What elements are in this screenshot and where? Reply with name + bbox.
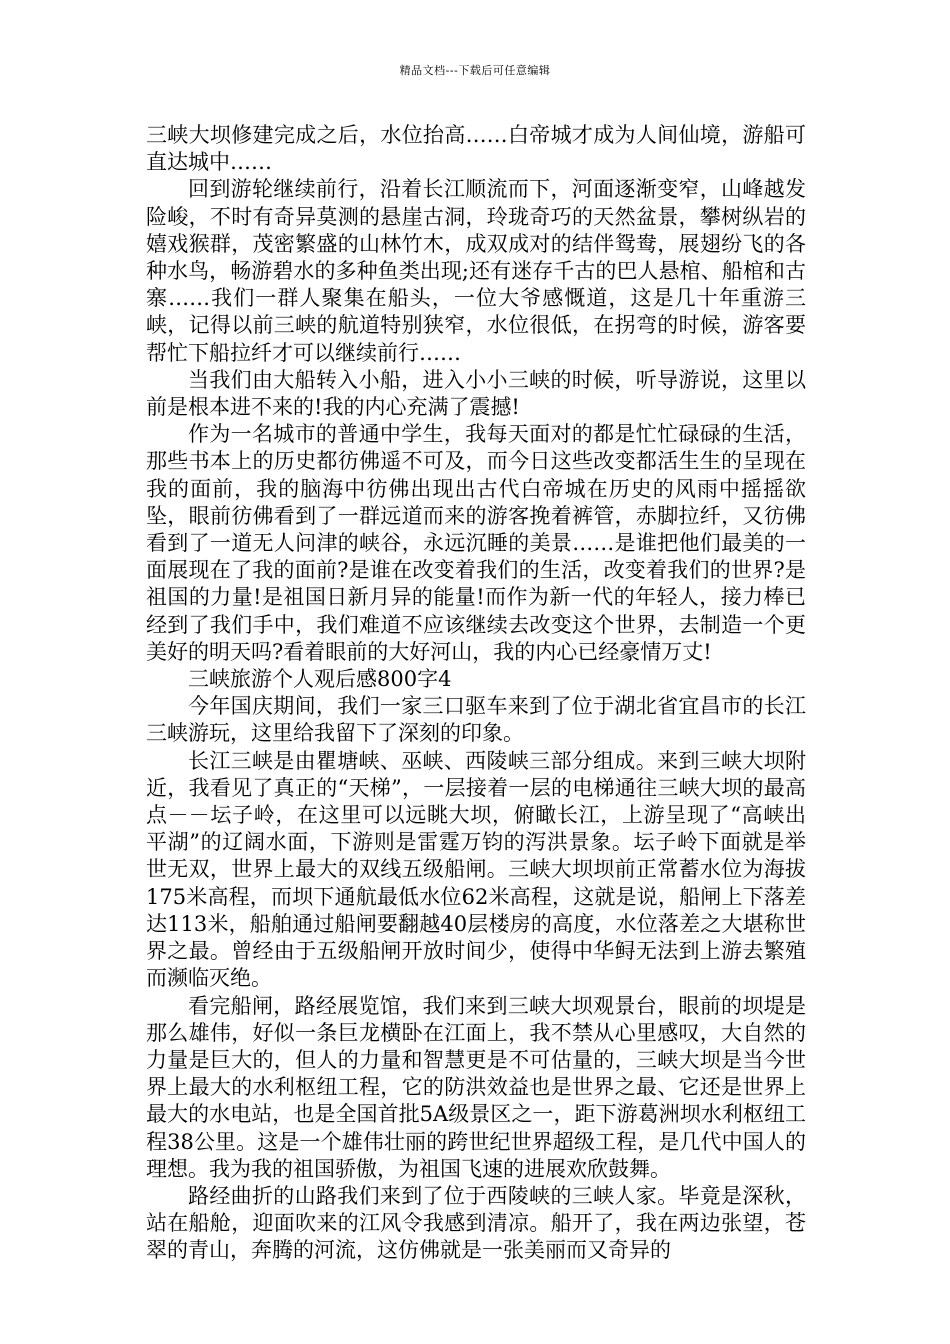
paragraph: 看完船闸，路经展览馆，我们来到三峡大坝观景台，眼前的坝堤是那么雄伟，好似一条巨龙横卧在江面上，我不禁从心里感叹，大自然的力量是巨大的，但人的力量和智慧更是不可估量的，三峡大坝是当今世界上最大的水利枢纽工程，它的防洪效益也是世界之最、它还是世界上最大的水电站，也是全国首批5A级景区之一，距下游葛洲坝水利枢纽工程38公里。这是一个雄伟壮丽的跨世纪世界超级工程，是几代中国人的理想。我为我的祖国骄傲，为祖国飞速的进展欢欣鼓舞。 [146, 993, 806, 1181]
paragraph: 三峡大坝修建完成之后，水位抬高……白帝城才成为人间仙境，游船可直达城中…… [146, 123, 806, 175]
paragraph: 长江三峡是由瞿塘峡、巫峡、西陵峡三部分组成。来到三峡大坝附近，我看见了真正的“天梯”，一层接着一层的电梯通往三峡大坝的最高点－－坛子岭，在这里可以远眺大坝，俯瞰长江，上游呈现了“高峡出平湖”的辽阔水面，下游则是雷霆万钧的泻洪景象。坛子岭下面就是举世无双，世界上最大的双线五级船闸。三峡大坝坝前正常蓄水位为海拔175米高程，而坝下通航最低水位62米高程，这就是说，船闸上下落差达113米，船舶通过船闸要翻越40层楼房的高度，水位落差之大堪称世界之最。曾经由于五级船闸开放时间少，使得中华鲟无法到上游去繁殖而濒临灭绝。 [146, 748, 806, 991]
paragraph: 当我们由大船转入小船，进入小小三峡的时候，听导游说，这里以前是根本进不来的!我的内心充满了震撼! [146, 367, 806, 420]
paragraph: 今年国庆期间，我们一家三口驱车来到了位于湖北省宜昌市的长江三峡游玩，这里给我留下了深刻的印象。 [146, 694, 806, 746]
paragraph: 作为一名城市的普通中学生，我每天面对的都是忙忙碌碌的生活，那些书本上的历史都彷佛遥不可及，而今日这些改变都活生生的呈现在我的面前，我的脑海中彷佛出现出古代白帝城在历史的风雨中摇摇欲坠，眼前彷佛看到了一群远道而来的游客挽着裤管，赤脚拉纤，又彷佛看到了一道无人问津的峡谷，永远沉睡的美景……是谁把他们最美的一面展现在了我的面前?是谁在改变着我们的生活，改变着我们的世界?是祖国的力量!是祖国日新月异的能量!而作为新一代的年轻人，接力棒已经到了我们手中，我们难道不应该继续去改变这个世界，去制造一个更美好的明天吗?看着眼前的大好河山，我的内心已经豪情万丈! [146, 422, 806, 664]
page-header: 精品文档---下载后可任意编辑 [399, 64, 551, 77]
paragraph: 回到游轮继续前行，沿着长江顺流而下，河面逐渐变窄，山峰越发险峻，不时有奇异莫测的悬崖古洞，玲珑奇巧的天然盆景，攀树纵岩的嬉戏猴群，茂密繁盛的山林竹木，成双成对的结伴鸳鸯，展翅纷飞的各种水鸟，畅游碧水的多种鱼类出现;还有迷存千古的巴人悬棺、船棺和古寨……我们一群人聚集在船头，一位大爷感慨道，这是几十年重游三峡，记得以前三峡的航道特别狭窄，水位很低，在拐弯的时候，游客要帮忙下船拉纤才可以继续前行…… [146, 177, 806, 365]
document-body [146, 122, 806, 1265]
section-heading: 三峡旅游个人观后感800字4 [188, 667, 452, 692]
paragraph: 路经曲折的山路我们来到了位于西陵峡的三峡人家。毕竟是深秋，站在船舱，迎面吹来的江风令我感到清凉。船开了，我在两边张望，苍翠的青山，奔腾的河流，这仿佛就是一张美丽而又奇异的 [146, 1183, 806, 1263]
